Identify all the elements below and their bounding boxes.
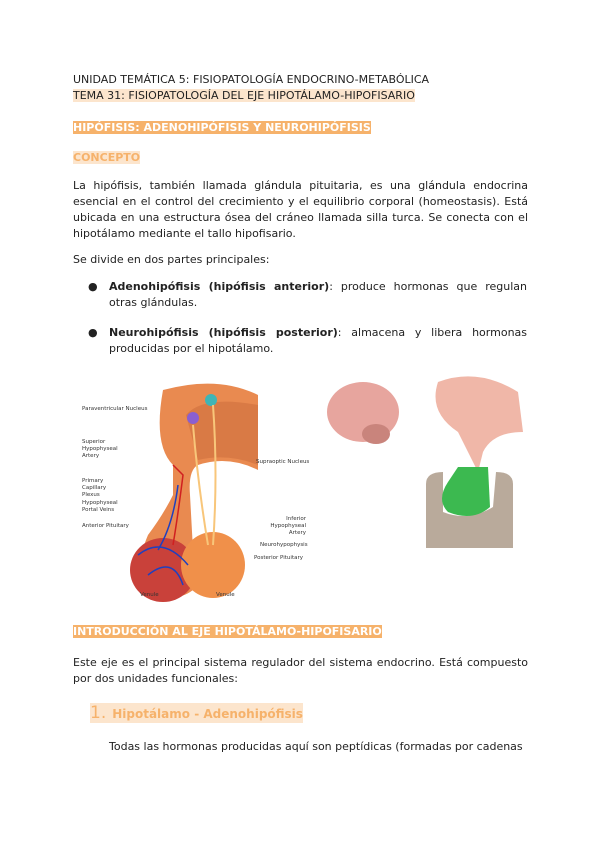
diagram-label: Venule [216, 592, 235, 598]
bullet-text: : produce hormonas que regulan otras glándulas. [109, 280, 528, 309]
diagram-label: Primary Capillary Plexus [82, 478, 107, 498]
diagram-label: Superior Hypophyseal Artery [82, 439, 118, 459]
diagram-label: Venule [140, 592, 159, 598]
section-heading: HIPÓFISIS: ADENOHIPÓFISIS Y NEUROHIPÓFISIS [73, 121, 371, 134]
subsection-heading: CONCEPTO [73, 151, 141, 164]
bullet-term: Neurohipófisis (hipófisis posterior) [109, 326, 338, 339]
item-number: 1. [90, 703, 107, 723]
numbered-heading [90, 703, 303, 723]
pituitary-diagram [78, 375, 314, 605]
concept-paragraph: La hipófisis, también llamada glándula pituitaria, es una glándula endocrina esencial en el control del crecimiento y el equilibrio corporal (homeostasis). Está ubicada en una estructura ósea del cráneo llamada silla turca. Se conecta con el hipotálamo mediante el tallo hipofisario. [73, 179, 528, 240]
brain-pituitary-image [318, 372, 530, 548]
diagram-label: Paraventricular Nucleus [82, 406, 148, 412]
diagram-label: Supraoptic Nucleus [256, 459, 310, 465]
item-paragraph: Todas las hormonas producidas aquí son peptídicas (formadas por cadenas [109, 740, 523, 753]
bullet-term: Adenohipófisis (hipófisis anterior) [109, 280, 330, 293]
intro-paragraph: Este eje es el principal sistema regulador del sistema endocrino. Está compuesto por dos unidades funcionales: [73, 656, 528, 685]
topic-title: TEMA 31: FISIOPATOLOGÍA DEL EJE HIPOTÁLAMO-HIPOFISARIO [73, 89, 415, 102]
bullet-text: : almacena y libera hormonas producidas por el hipotálamo. [109, 326, 528, 355]
diagram-label: Posterior Pituitary [254, 555, 303, 561]
divides-text: Se divide en dos partes principales: [73, 253, 270, 266]
item-title: Hipotálamo - Adenohipófisis [112, 707, 303, 721]
bullet-icon: ● [88, 326, 98, 339]
section-heading: INTRODUCCIÓN AL EJE HIPOTÁLAMO-HIPOFISARIO [73, 625, 382, 638]
brain-pituitary-illustration [318, 372, 530, 548]
diagram-label: Hypophyseal Portal Veins [82, 500, 118, 513]
unit-title: UNIDAD TEMÁTICA 5: FISIOPATOLOGÍA ENDOCRINO-METABÓLICA [73, 73, 430, 86]
bullet-icon: ● [88, 280, 98, 293]
diagram-label: Anterior Pituitary [82, 523, 129, 529]
diagram-label: Neurohypophysis [260, 542, 308, 548]
diagram-label: Inferior Hypophyseal Artery [270, 516, 306, 536]
